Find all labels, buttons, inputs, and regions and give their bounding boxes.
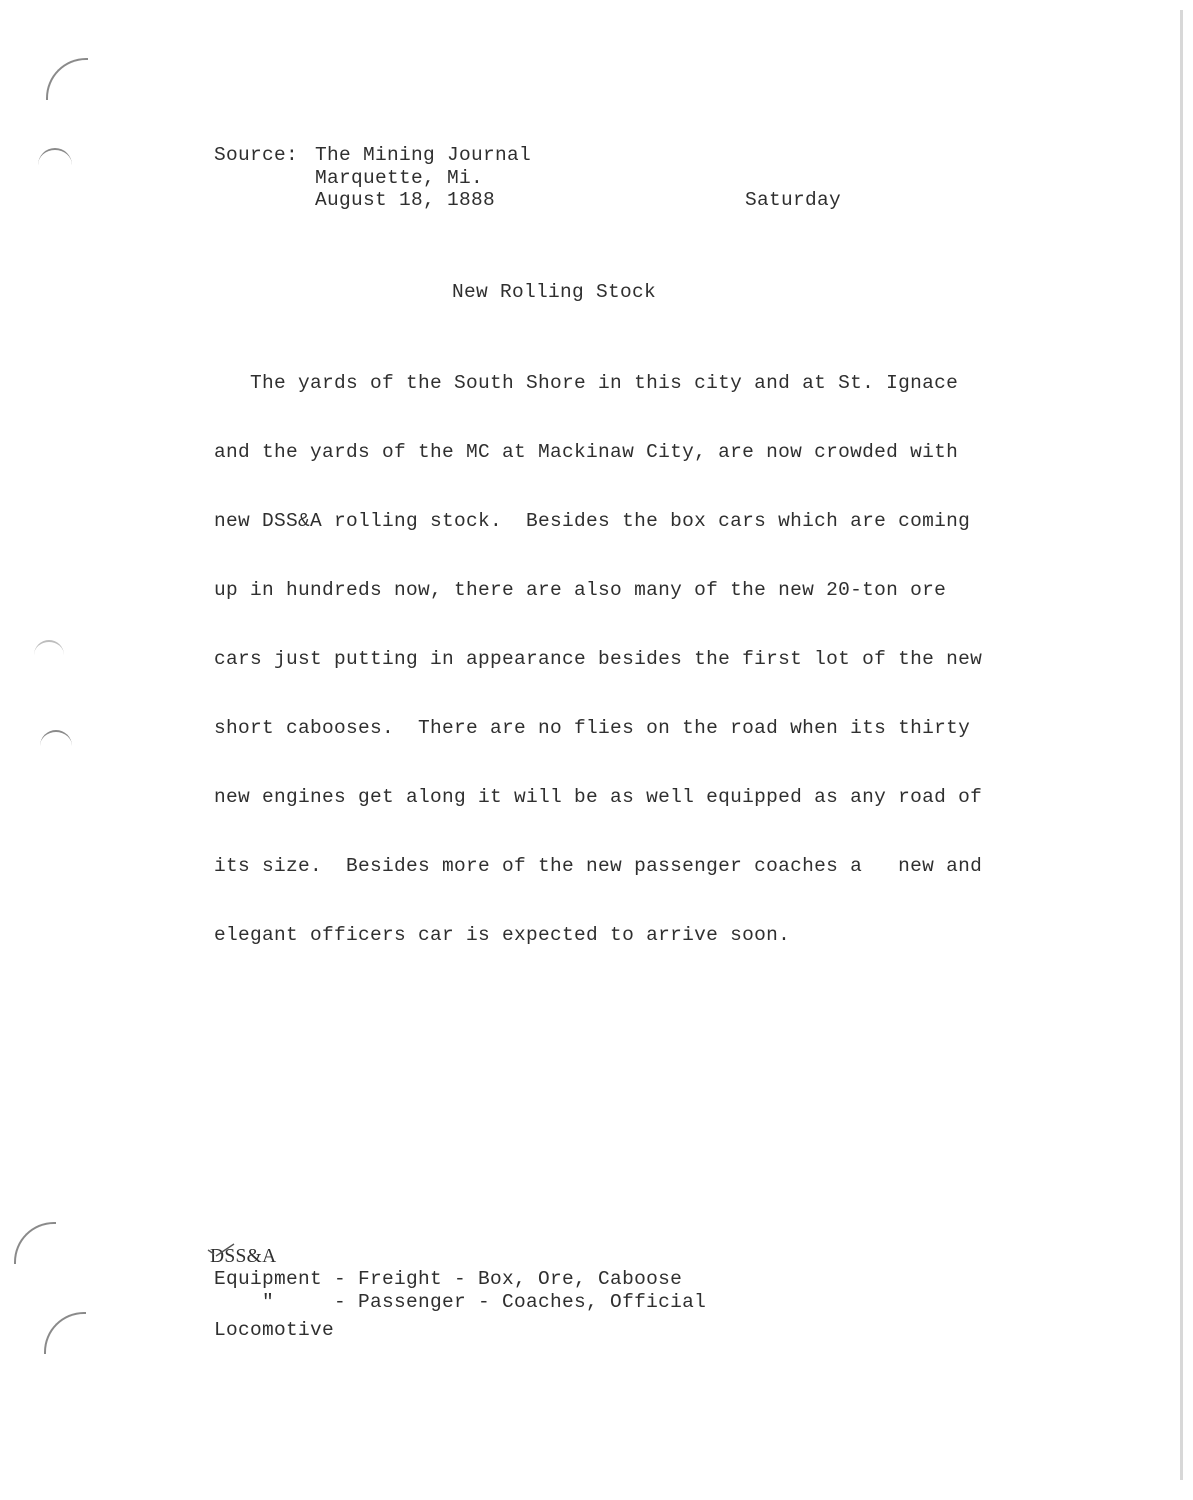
binder-hole-mark [40,730,72,772]
article-line: cars just putting in appearance besides the first lot of the new [214,648,983,670]
binder-hole-mark [34,640,64,682]
article-line: short cabooses. There are no flies on the road when its thirty [214,717,971,739]
article-line: new DSS&A rolling stock. Besides the box cars which are coming [214,510,971,532]
index-heading: DSS&A [210,1246,277,1267]
page-edge-shadow [1180,10,1183,1480]
binder-hole-mark [14,1222,56,1264]
article-line: its size. Besides more of the new passenger coaches a new and [214,855,983,877]
index-line-locomotive: Locomotive [214,1319,335,1341]
handwritten-mark [206,1242,236,1260]
article-line: and the yards of the MC at Mackinaw City, are now crowded with [214,441,959,463]
article-line: new engines get along it will be as well equipped as any road of [214,786,983,808]
binder-hole-mark [38,148,72,190]
article-body [214,326,982,993]
index-line-equipment-passenger: " - Passenger - Coaches, Official [214,1291,707,1313]
binder-hole-mark [46,58,88,100]
article-line: elegant officers car is expected to arrive soon. [214,924,791,946]
index-line-equipment-freight: Equipment - Freight - Box, Ore, Caboose [214,1268,683,1290]
source-day: Saturday [745,189,842,211]
source-publication: The Mining Journal [315,144,532,166]
source-place: Marquette, Mi. [315,167,484,189]
article-line: The yards of the South Shore in this city and at St. Ignace [214,372,959,394]
binder-hole-mark [44,1312,86,1354]
article-line: up in hundreds now, there are also many of the new 20-ton ore [214,579,947,601]
article-title: New Rolling Stock [452,281,657,303]
source-date: August 18, 1888 [315,189,496,211]
source-label: Source: [214,144,299,166]
